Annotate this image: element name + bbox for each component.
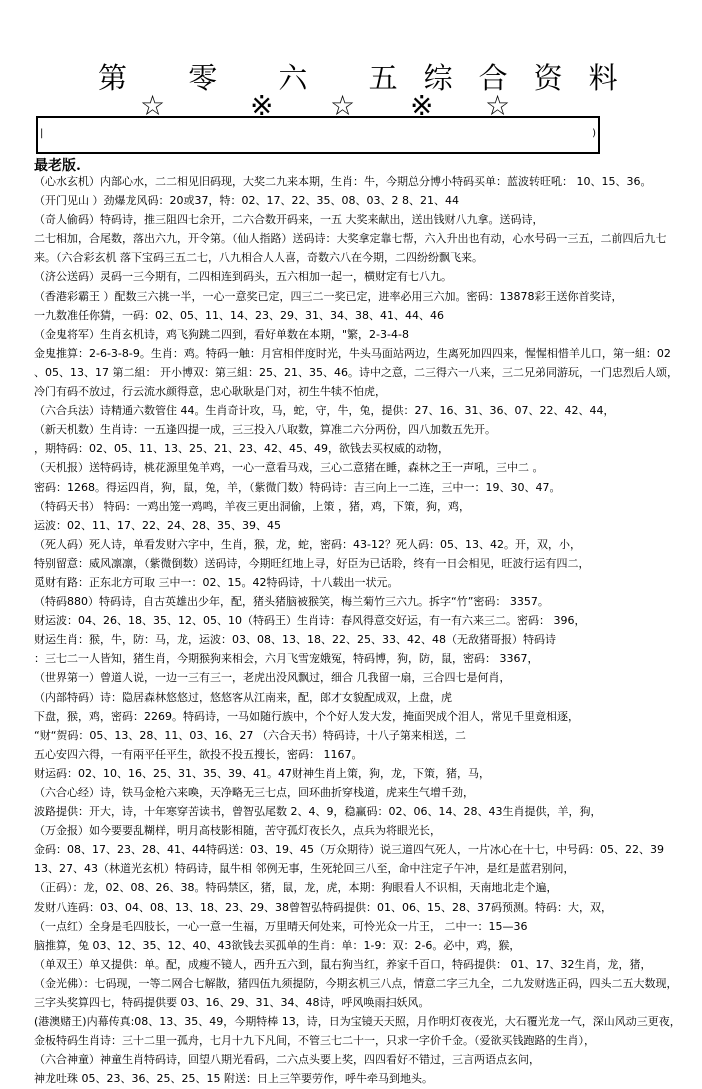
text-line: ，期特码：02、05、11、13、25、21、23、42、45、49，欲钱去买权威的动物，: [34, 442, 449, 456]
text-line: （香港彩霸王 ）配数三六挑一半，一心一意奖已定，四三二一奖已定，进率必用三六加。密码：13878彩王送你首奖诗，: [34, 289, 623, 303]
text-line: （济公送码）灵码一三今期有，二四相连到码头，五六相加一起一，横财定有七八九。: [34, 270, 452, 284]
text-line: 金鬼推算：2-6-3-8-9。生肖：鸡。特码一触：月宫相伴度时光，牛头马面站两边，生离死加四四来，惺惺相惜羊儿口，第一組：02: [34, 346, 671, 360]
text-line: 来。（六合彩玄机 落下宝码三五二七，八九相合人人喜，奇数六八在今期，二四纷纷飘飞来。: [34, 251, 483, 265]
text-line: “财“贺码：05、13、28、11、03、16、27 （六合天书）特码诗，十八子第来相送，二: [34, 728, 466, 742]
text-line: 五心安四六得，一有兩平任平生，欲投不投五搜长，密码： 1167。: [34, 747, 363, 761]
text-line: (港澳赌王)内幕传真:08、13、35、49，今期特棒 13，诗，日为宝镜天天照，月作明灯夜夜光，大石覆光龙一气，深山风动三更夜，: [34, 1015, 681, 1029]
text-line: （正码）：龙，02、08、26、38。特码禁区，猪，鼠，龙，虎，本期：狗眼看人不识相，天南地北走个遍，: [34, 881, 558, 895]
text-line: 二七相加，合尾数，落出六九，开令第。（仙人指路）送码诗：大奖拿定靠七帮，六入升出也有动，心水号码一三五，二前四后九七: [34, 232, 667, 246]
blank-banner-box: [36, 116, 600, 154]
text-line: （死人码）死人诗，单看发财六字中，生肖，猴，龙，蛇，密码：43-12？死人码：05、13、42。开，双，小，: [34, 537, 581, 551]
box-right-mark: ): [592, 128, 596, 139]
asterism-icon: ※: [410, 89, 434, 122]
text-line: ：三七二一人皆知，猪生肖，今期猴狗来相会，六月飞雪宠娥冤，特码博，狗，防，鼠，密码： 3367，: [34, 652, 539, 666]
text-line: 觅财有路：正东北方可取 三中一：02、15。42特码诗，十八载出一状元。: [34, 575, 399, 589]
text-line: 金板特码生肖诗：三十二里一孤舟，七月十九下凡间，不管三七二十一，只求一字价千金。（爱欲买钱跑路的生肖），: [34, 1034, 595, 1048]
text-line: （开门见山 ）劲爆龙风码：20或37，特：02、17、22、35、08、03、2 8、21、44: [34, 194, 459, 208]
text-line: （六合心经）诗，铁马金枪六来喚，天净略无三七点，回环曲折穿栈道，虎来生气增千劲，: [34, 786, 474, 799]
text-line: 三字头奖算四七，特码提供要 03、16、29、31、34、48诗，呼风唤雨扫妖风。: [34, 996, 430, 1010]
text-line: 发财八连码：03、04、08、13、18、23、29、38曾智弘特码提供：01、06、15、28、37码预测。特码：大，双，: [34, 900, 612, 914]
text-line: 财运生肖：猴，牛，防：马，龙，运波：03、08、13、18、22、25、33、42、48（无敌猪哥报）特码诗: [34, 633, 556, 647]
text-line: 财运码：02、10、16、25、31、35、39、41。47财神生肖上策，狗，龙，下策，猪，马，: [34, 766, 490, 780]
text-line: （奇人偷码）特码诗，推三阻四七余开，二六合数开码来，一五 大奖来献出，送出钱财八九拿。送码诗，: [34, 213, 544, 227]
star-icon: ☆: [140, 89, 166, 122]
text-line: （六合神童）神童生肖特码诗，回望八期光看码，二六点头要上奖，四四看好不错过，三言两语点玄问，: [34, 1053, 540, 1067]
star-icon: ☆: [330, 89, 356, 122]
text-line: 下盘，猴，鸡，密码：2269。特码诗，一马如随行族中，个个好人发大发，掩面哭成个泪人，常见千里竟相逐，: [34, 709, 579, 723]
text-line: 波路提供：开大，诗，十年寒穿苦读书，曾智弘尾数 2、4、9，稳赢码：02、06、14、28、43生肖提供，羊，狗，: [34, 805, 602, 819]
document-body: [34, 172, 698, 1089]
asterism-icon: ※: [250, 89, 274, 122]
text-line: 金码：08、17、23、28、41、44特码送：03、19、45（万众期待）说三道四气死人，一片冰心在十七，中号码：05、22、39: [34, 843, 664, 857]
text-line: （特码880）特码诗，自古英雄出少年，配，猪头猪脑被猴笑，梅兰菊竹三六九。拆字“竹”密码： 3357。: [34, 595, 549, 609]
text-line: （内部特码）诗：隐居森林悠悠过，悠悠客从江南来，配，郎才女貌配成双，上盘，虎: [34, 690, 452, 704]
text-line: （天机报）送特码诗，桃花源里兔羊鸡，一心一意看马戏，三心二意猪在睡，森林之王一声吼，三中二 。: [34, 461, 544, 475]
text-line: 脑推算，兔 03、12、35、12、40、43欲钱去买孤单的生肖：单：1-9：双：2-6。必中，鸡，猴，: [34, 938, 521, 952]
text-line: 一九数准任你猜，一码：02、05、11、14、23、29、31、34、38、41、44、46: [34, 308, 444, 322]
text-line: （金光佛）：七码现，一等二网合七解散，猪四伍九须提防，今期玄机三八点，情意二字三九全，二九发财选正码，四头二五大数现，: [34, 976, 678, 990]
text-line: 财运波：04、26、18、35、12、05、10（特码王）生肖诗：春风得意交好运，有一有六来三二。密码： 396，: [34, 614, 586, 628]
text-line: （万金报）如今要要乱糊样，明月高枝影相随，苦守孤灯夜长久，点兵为将眼光长，: [34, 824, 441, 838]
text-line: 13、27、43（林道光玄机）特码诗，鼠牛相 邻例无事，生死轮回三八至，命中注定子午冲，是红是蓝君别问，: [34, 862, 575, 876]
text-line: （单双王）单又提供：单。配，成瘦不镜人，西升五六到，鼠右狗当红，养家千百口，特码提供： 01、17、32生肖，龙，猪，: [34, 957, 652, 971]
text-line: （金鬼将军）生肖玄机诗，鸡飞狗跳二四到，看好单数在本期，"繁，2-3-4-8: [34, 327, 409, 341]
star-icon: ☆: [485, 89, 511, 122]
text-line: 特别留意：威风凛凛，（紫微倒数）送码诗，今期旺红地上寻，好臣为已话聆，终有一日会相见，旺波行运有四二，: [34, 556, 590, 570]
text-line: （新天机数）生肖诗：一五逢四提一成，三三投入八取数，算准二六分两份，四八加数五先开。: [34, 423, 496, 437]
text-line: 、05、13、17 第二組： 开小博双：第三組：25、21、35、46。诗中之意，二三得六一八来，三二兄弟同游玩，一门忠烈后人颂，: [34, 365, 678, 379]
edition-label: 最老版.: [34, 158, 81, 174]
text-line: 神龙吐珠 05、23、36、25、25、15 附送：日上三竿要劳作，呼牛牵马到地头。: [34, 1072, 433, 1086]
text-line: （六合兵法）诗精通六数管住 44。生肖奇计攻，马，蛇，守，牛，兔，提供：27、16、31、36、07、22、42、44，: [34, 404, 615, 418]
text-line: （一点红）全身是毛四肢长，一心一意一生福，万里晴天何处来，可怜光众一片王， 二中一：15—36: [34, 919, 528, 933]
text-line: 冷门有码不放过，行云流水颜得意，忠心耿耿是门对，初生牛犊不怕虎，: [34, 385, 386, 399]
text-line: （心水玄机）内部心水，二二相见旧码现，大奖二九来本期，生肖：牛，今期总分博小特码买单：蓝波转旺吼： 10、15、36。: [34, 175, 652, 188]
page-title: 第 零 六 五综合资料: [98, 61, 644, 95]
text-line: 密码：1268。得运四肖，狗，鼠，兔，羊，（紫微门数）特码诗：吉三向上一二连，三中一：19、30、47。: [34, 480, 561, 494]
box-left-mark: |: [40, 128, 44, 139]
text-line: 运波：02、11、17、22、24、28、35、39、45: [34, 518, 281, 532]
text-line: （特码天书） 特码：一鸡出笼一鸡鸣，羊夜三更出洞偷，上策 ，猪，鸡，下策，狗，鸡，: [34, 499, 470, 513]
text-line: （世界第一）曾道人说，一边一三有三一，老虎出没风飘过，细合 几我留一扇，三合四七是何肖，: [34, 671, 511, 685]
